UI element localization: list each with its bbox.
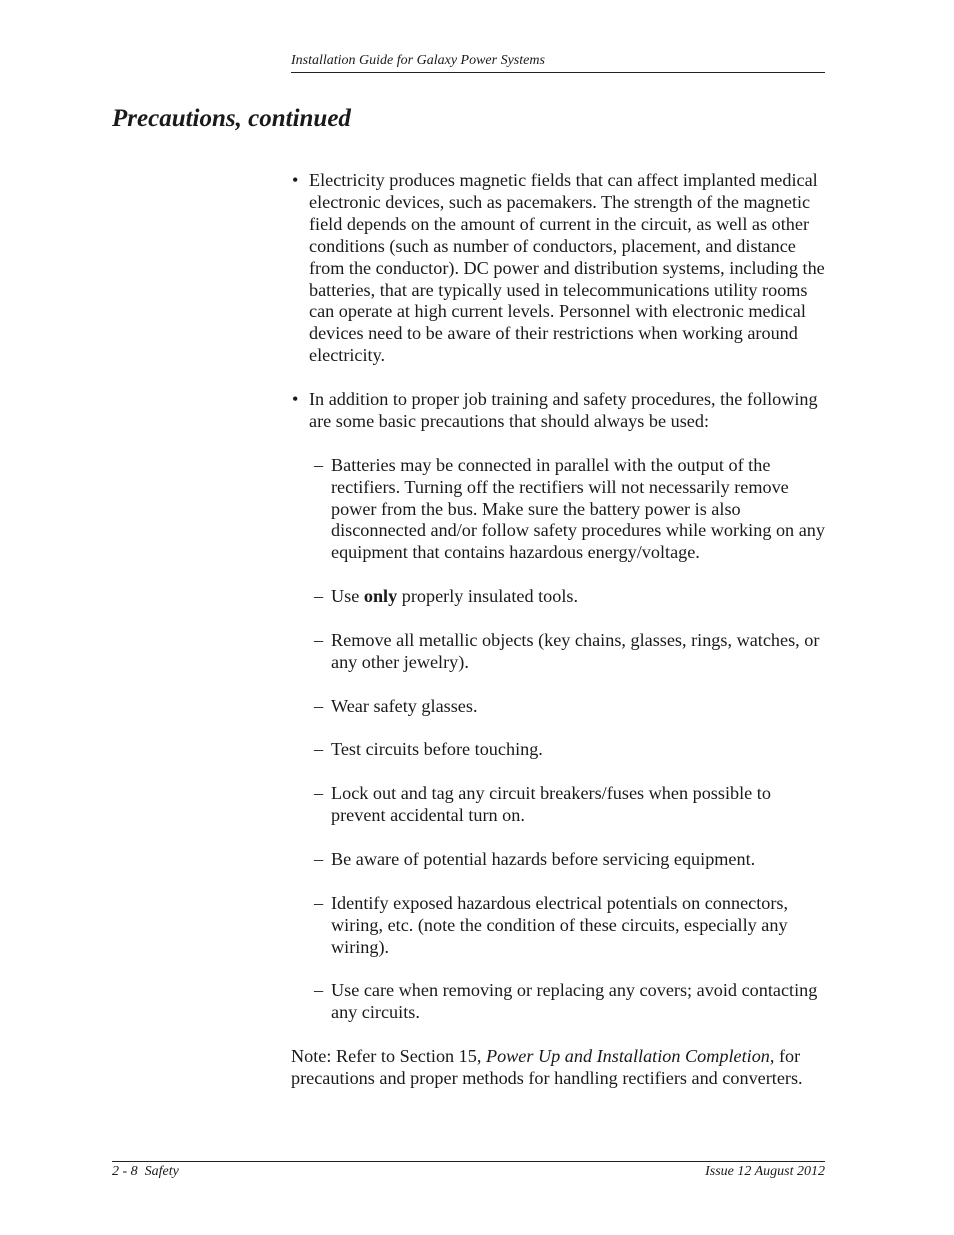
precaution-item [291, 586, 825, 608]
precaution-text-pre: Use [331, 586, 364, 607]
dash-mark: – [314, 848, 324, 869]
bullet-text: Electricity produces magnetic fields that can affect implanted medical electronic devices, such as pacemakers. The strength of the magnetic field depends on the amount of current in the circuit, as well as other conditions (such as number of conductors, placement, and distance from the conductor). DC power and distribution systems, including the batteries, that are typically used in telecommunications utility rooms can operate at high current levels. Personnel with electronic medical devices need to be aware of their restrictions when working around electricity. [309, 170, 825, 366]
precaution-text: Wear safety glasses. [331, 695, 478, 716]
dash-mark: – [314, 454, 324, 475]
precaution-text-post: properly insulated tools. [397, 586, 579, 607]
footer-page-number: 2 - 8 Safety [112, 1164, 179, 1179]
precaution-item [291, 739, 825, 761]
note-text-post: , for precautions and proper methods for handling rectifiers and converters. [291, 1046, 803, 1088]
precaution-text: Remove all metallic objects (key chains, glasses, rings, watches, or any other jewelry). [331, 629, 820, 672]
dash-mark: – [314, 892, 324, 913]
note-text-pre: Note: Refer to Section 15, [291, 1046, 486, 1067]
header-rule [291, 72, 825, 73]
dash-mark: – [314, 695, 324, 716]
bullet-text: In addition to proper job training and safety procedures, the following are some basic precautions that should always be used: [309, 389, 818, 431]
bullet-mark: • [292, 170, 299, 190]
dash-mark: – [314, 980, 324, 1001]
footer-rule [112, 1161, 825, 1162]
dash-mark: – [314, 739, 324, 760]
bullet-mark: • [292, 389, 299, 410]
precaution-text: Use care when removing or replacing any covers; avoid contacting any circuits. [331, 980, 818, 1023]
note-reference-title: Power Up and Installation Completion [485, 1046, 770, 1067]
precaution-item [291, 849, 825, 871]
precaution-text: Batteries may be connected in parallel with the output of the rectifiers. Turning off the rectifiers will not necessarily remove power from the bus. Make sure the battery power is also disconnected and/or follow safety procedures while working on any equipment that contains hazardous energy/voltage. [331, 454, 825, 563]
precaution-emphasis: only [363, 586, 398, 607]
precaution-item [291, 893, 825, 959]
section-title: Precautions, continued [112, 105, 351, 132]
dash-mark: – [314, 586, 324, 607]
bullet-item [291, 389, 825, 433]
precaution-item [291, 630, 825, 674]
note-paragraph [291, 1046, 825, 1090]
precaution-item [291, 696, 825, 718]
bullet-item [291, 170, 825, 367]
precaution-item [291, 980, 825, 1024]
precaution-text: Be aware of potential hazards before servicing equipment. [331, 848, 756, 869]
precaution-text: Test circuits before touching. [331, 739, 543, 760]
precaution-item [291, 783, 825, 827]
running-header: Installation Guide for Galaxy Power Systems [291, 53, 545, 68]
precaution-item [291, 455, 825, 565]
dash-mark: – [314, 629, 324, 650]
footer-issue: Issue 12 August 2012 [705, 1164, 825, 1179]
precaution-text: Lock out and tag any circuit breakers/fuses when possible to prevent accidental turn on. [331, 783, 771, 826]
page-body [291, 170, 825, 1090]
precaution-text: Identify exposed hazardous electrical potentials on connectors, wiring, etc. (note the condition of these circuits, especially any wiring). [331, 892, 789, 957]
dash-mark: – [314, 783, 324, 804]
